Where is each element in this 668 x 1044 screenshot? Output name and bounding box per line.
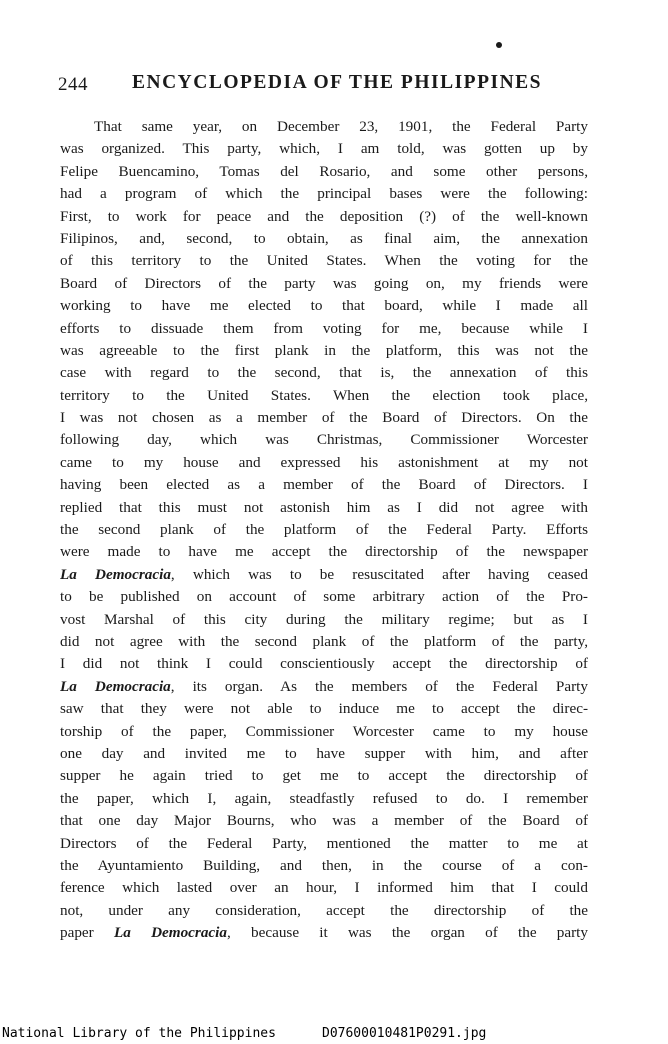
library-name: National Library of the Philippines [2,1026,276,1041]
text-line: Directors of the Federal Party, mentioned the matter to me at [60,834,588,852]
text-line: had a program of which the principal bases were the following: [60,185,588,203]
text-line: the second plank of the platform of the Federal Party. Efforts [60,521,588,539]
text-line: to be published on account of some arbitrary action of the Pro- [60,588,588,606]
text-line: I did not think I could conscientiously accept the directorship of [60,655,588,673]
body-paragraph [60,116,588,944]
text-line: came to my house and expressed his astonishment at my not [60,453,588,471]
text-line: was agreeable to the first plank in the platform, this was not the [60,341,588,359]
text-line: First, to work for peace and the deposition (?) of the well-known [60,207,588,225]
newspaper-title: La Democracia [113,924,227,942]
text-line: did not agree with the second plank of the platform of the party, [60,632,588,650]
text-line: was organized. This party, which, I am told, was gotten up by [60,140,588,158]
newspaper-title: La Democracia [60,565,171,583]
text-line: I was not chosen as a member of the Board of Directors. On the [60,409,588,427]
text-line: working to have me elected to that board, while I made all [60,297,588,315]
text-line: Filipinos, and, second, to obtain, as final aim, the annexation [60,229,588,247]
text-line: efforts to dissuade them from voting for me, because while I [60,319,588,337]
text-line: case with regard to the second, that is, the annexation of this [60,364,588,382]
text-line: Felipe Buencamino, Tomas del Rosario, and some other persons, [60,162,588,180]
text-line: paper La Democracia, because it was the organ of the party [60,924,588,942]
text-line: torship of the paper, Commissioner Worcester came to my house [60,722,588,740]
text-line: not, under any consideration, accept the directorship of the [60,901,588,919]
text-line: La Democracia, its organ. As the members of the Federal Party [60,677,588,695]
text-line: supper he again tried to get me to accept the directorship of [60,767,588,785]
ink-dot [496,42,502,48]
text-line: Board of Directors of the party was going on, my friends were [60,274,588,292]
text-line: one day and invited me to have supper with him, and after [60,744,588,762]
text-line: ference which lasted over an hour, I informed him that I could [60,879,588,897]
scan-filename: D07600010481P0291.jpg [322,1026,487,1041]
text-line: replied that this must not astonish him as I did not agree with [60,498,588,516]
text-line: having been elected as a member of the Board of Directors. I [60,476,588,494]
book-title: ENCYCLOPEDIA OF THE PHILIPPINES [132,72,543,93]
text-line: That same year, on December 23, 1901, the Federal Party [94,118,588,135]
text-line: La Democracia, which was to be resuscitated after having ceased [60,565,588,583]
text-line: following day, which was Christmas, Commissioner Worcester [60,431,588,449]
text-line: territory to the United States. When the election took place, [60,386,588,404]
scan-footer [0,1024,668,1044]
text-line: the paper, which I, again, steadfastly refused to do. I remember [60,789,588,807]
text-line: were made to have me accept the directorship of the newspaper [60,543,588,561]
text-line: that one day Major Bourns, who was a member of the Board of [60,812,588,830]
text-line: saw that they were not able to induce me to accept the direc- [60,700,588,718]
newspaper-title: La Democracia [60,677,171,695]
text-line: of this territory to the United States. When the voting for the [60,252,588,270]
text-line: vost Marshal of this city during the military regime; but as I [60,610,588,628]
running-head [58,72,578,100]
page-number: 244 [58,74,88,95]
text-line: the Ayuntamiento Building, and then, in the course of a con- [60,856,588,874]
